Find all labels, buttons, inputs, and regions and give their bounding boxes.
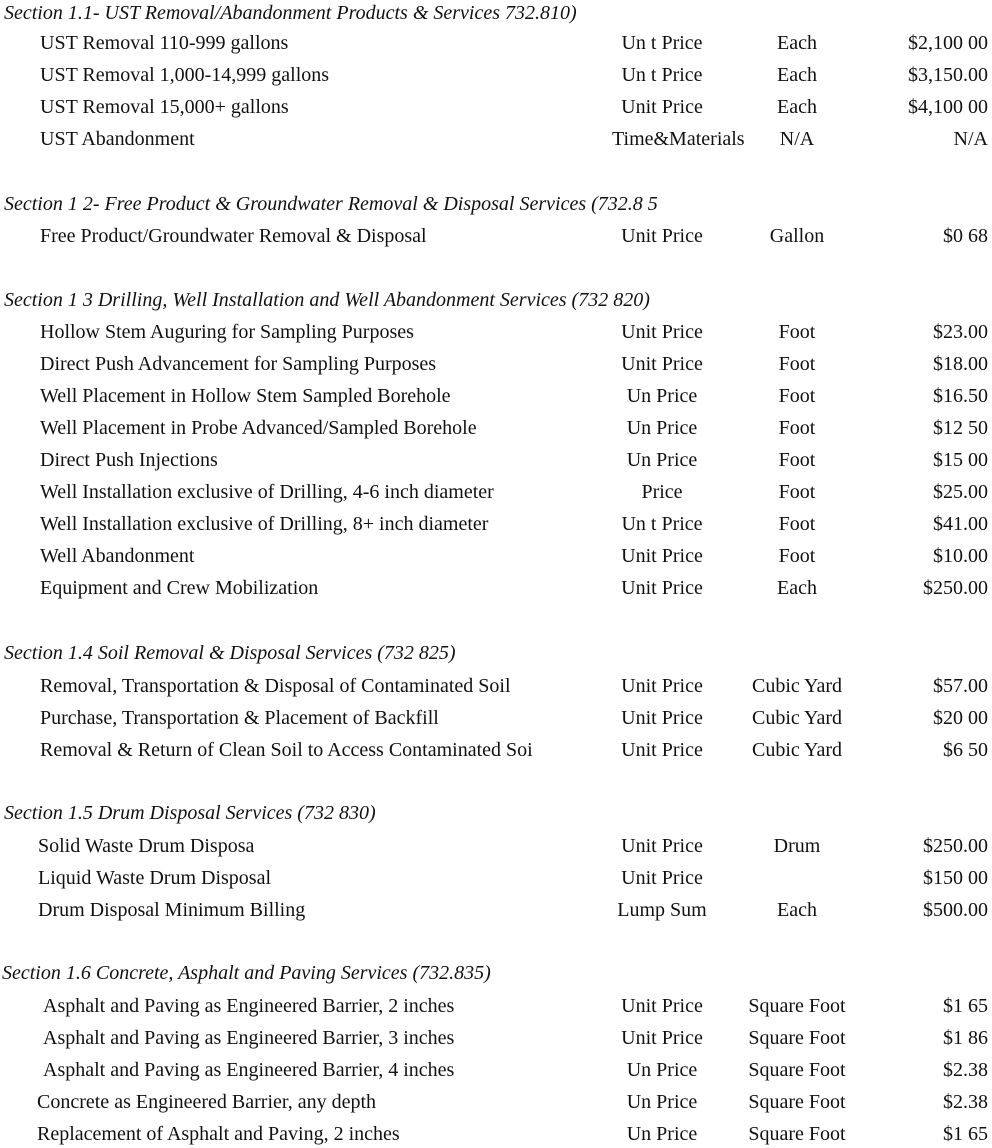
section-title: Section 1 2- Free Product & Groundwater Removal & Disposal Services (732.8 5 [4,193,658,215]
unit-of-measure: Drum [773,835,821,857]
price-type: Un t Price [621,513,703,535]
table-row [0,1088,992,1116]
unit-price: $20 00 [933,707,988,729]
table-row [0,414,992,442]
table-row [0,864,992,892]
unit-price: $18.00 [933,353,988,375]
section-title: Section 1 3 Drilling, Well Installation and Well Abandonment Services (732 820) [4,289,650,311]
table-row [0,736,992,764]
unit-of-measure: Foot [778,449,816,471]
unit-of-measure: Cubic Yard [751,739,842,761]
unit-price: $250.00 [923,577,988,599]
item-description: Asphalt and Paving as Engineered Barrier, 2 inches [43,995,455,1017]
unit-price: $2.38 [943,1091,988,1113]
unit-of-measure: Each [777,32,817,54]
item-description: Well Placement in Probe Advanced/Sampled Borehole [40,417,477,439]
item-description: Liquid Waste Drum Disposal [38,867,271,889]
table-row [0,510,992,538]
unit-price: $1 86 [943,1027,988,1049]
item-description: Well Installation exclusive of Drilling, 8+ inch diameter [40,513,489,535]
price-type: Unit Price [621,867,703,889]
unit-price: $23.00 [933,321,988,343]
item-description: Direct Push Injections [40,449,218,471]
unit-of-measure: Square Foot [748,1091,846,1113]
unit-price: $3,150.00 [908,64,988,86]
table-row [0,1056,992,1084]
unit-of-measure: Each [777,577,817,599]
price-type: Un Price [626,1059,698,1081]
unit-of-measure: Square Foot [748,1027,846,1049]
item-description: Free Product/Groundwater Removal & Disposal [40,225,427,247]
section-title: Section 1.6 Concrete, Asphalt and Paving Services (732.835) [2,962,491,984]
unit-of-measure: Square Foot [748,995,846,1017]
section-title: Section 1.4 Soil Removal & Disposal Services (732 825) [4,642,456,664]
unit-of-measure: Foot [778,353,816,375]
price-type: Un Price [626,1091,698,1113]
table-row [0,896,992,924]
price-type: Unit Price [621,225,703,247]
table-row [0,29,992,57]
table-row [0,222,992,250]
unit-of-measure: Each [777,899,817,921]
item-description: Asphalt and Paving as Engineered Barrier, 4 inches [43,1059,455,1081]
table-row [0,318,992,346]
unit-price: $57.00 [933,675,988,697]
unit-price: $15 00 [933,449,988,471]
item-description: Purchase, Transportation & Placement of Backfill [40,707,439,729]
item-description: Asphalt and Paving as Engineered Barrier, 3 inches [43,1027,455,1049]
item-description: Solid Waste Drum Disposa [38,835,255,857]
unit-of-measure: Each [777,64,817,86]
price-type: Unit Price [621,353,703,375]
unit-price: $150 00 [923,867,988,889]
price-type: Unit Price [621,835,703,857]
unit-of-measure: Cubic Yard [751,675,842,697]
unit-price: $4,100 00 [908,96,988,118]
price-type: Un Price [626,385,698,407]
price-type: Unit Price [621,707,703,729]
unit-of-measure: Square Foot [748,1123,846,1145]
item-description: UST Abandonment [40,128,195,150]
unit-price: $0 68 [943,225,988,247]
unit-price: $41.00 [933,513,988,535]
item-description: Removal & Return of Clean Soil to Access Contaminated Soi [40,739,533,761]
unit-of-measure: Foot [778,545,816,567]
table-row [0,93,992,121]
unit-price: N/A [953,128,988,150]
item-description: UST Removal 110-999 gallons [40,32,289,54]
unit-of-measure: Foot [778,321,816,343]
unit-of-measure: N/A [779,128,815,150]
price-type: Price [641,481,683,503]
price-type: Un t Price [621,64,703,86]
price-type: Unit Price [621,545,703,567]
price-type: Unit Price [621,1027,703,1049]
unit-price: $250.00 [923,835,988,857]
price-type: Time&Materials [612,128,745,150]
unit-price: $12 50 [933,417,988,439]
item-description: Concrete as Engineered Barrier, any depth [37,1091,377,1113]
table-row [0,61,992,89]
item-description: Equipment and Crew Mobilization [40,577,319,599]
table-row [0,125,992,153]
table-row [0,446,992,474]
unit-of-measure: Foot [778,481,816,503]
table-row [0,704,992,732]
table-row [0,542,992,570]
table-row [0,992,992,1020]
item-description: UST Removal 15,000+ gallons [40,96,289,118]
unit-price: $500.00 [923,899,988,921]
section-title: Section 1.5 Drum Disposal Services (732 830) [4,802,376,824]
price-type: Un t Price [621,32,703,54]
item-description: Direct Push Advancement for Sampling Purposes [40,353,437,375]
item-description: Well Installation exclusive of Drilling, 4-6 inch diameter [40,481,494,503]
price-type: Unit Price [621,675,703,697]
table-row [0,1024,992,1052]
price-type: Unit Price [621,739,703,761]
item-description: UST Removal 1,000-14,999 gallons [40,64,330,86]
table-row [0,574,992,602]
unit-price: $2.38 [943,1059,988,1081]
price-type: Unit Price [621,321,703,343]
item-description: Removal, Transportation & Disposal of Contaminated Soil [40,675,511,697]
unit-of-measure: Foot [778,513,816,535]
price-type: Unit Price [621,96,703,118]
item-description: Well Abandonment [40,545,195,567]
unit-of-measure: Foot [778,385,816,407]
price-type: Un Price [626,417,698,439]
item-description: Replacement of Asphalt and Paving, 2 inches [37,1123,400,1145]
item-description: Well Placement in Hollow Stem Sampled Borehole [40,385,451,407]
unit-of-measure: Cubic Yard [751,707,842,729]
unit-price: $10.00 [933,545,988,567]
section-title: Section 1.1- UST Removal/Abandonment Products & Services 732.810) [4,2,577,24]
unit-of-measure: Foot [778,417,816,439]
unit-price: $16.50 [933,385,988,407]
price-type: Un Price [626,449,698,471]
unit-price: $25.00 [933,481,988,503]
price-type: Unit Price [621,577,703,599]
unit-price: $2,100 00 [908,32,988,54]
price-type: Un Price [626,1123,698,1145]
table-row [0,350,992,378]
unit-of-measure: Each [777,96,817,118]
price-type: Unit Price [621,995,703,1017]
table-row [0,672,992,700]
unit-price: $6 50 [943,739,988,761]
item-description: Hollow Stem Auguring for Sampling Purposes [40,321,414,343]
unit-price: $1 65 [943,1123,988,1145]
unit-of-measure: Square Foot [748,1059,846,1081]
unit-of-measure: Gallon [769,225,825,247]
table-row [0,478,992,506]
unit-price: $1 65 [943,995,988,1017]
table-row [0,832,992,860]
table-row [0,382,992,410]
item-description: Drum Disposal Minimum Billing [38,899,306,921]
price-type: Lump Sum [617,899,707,921]
